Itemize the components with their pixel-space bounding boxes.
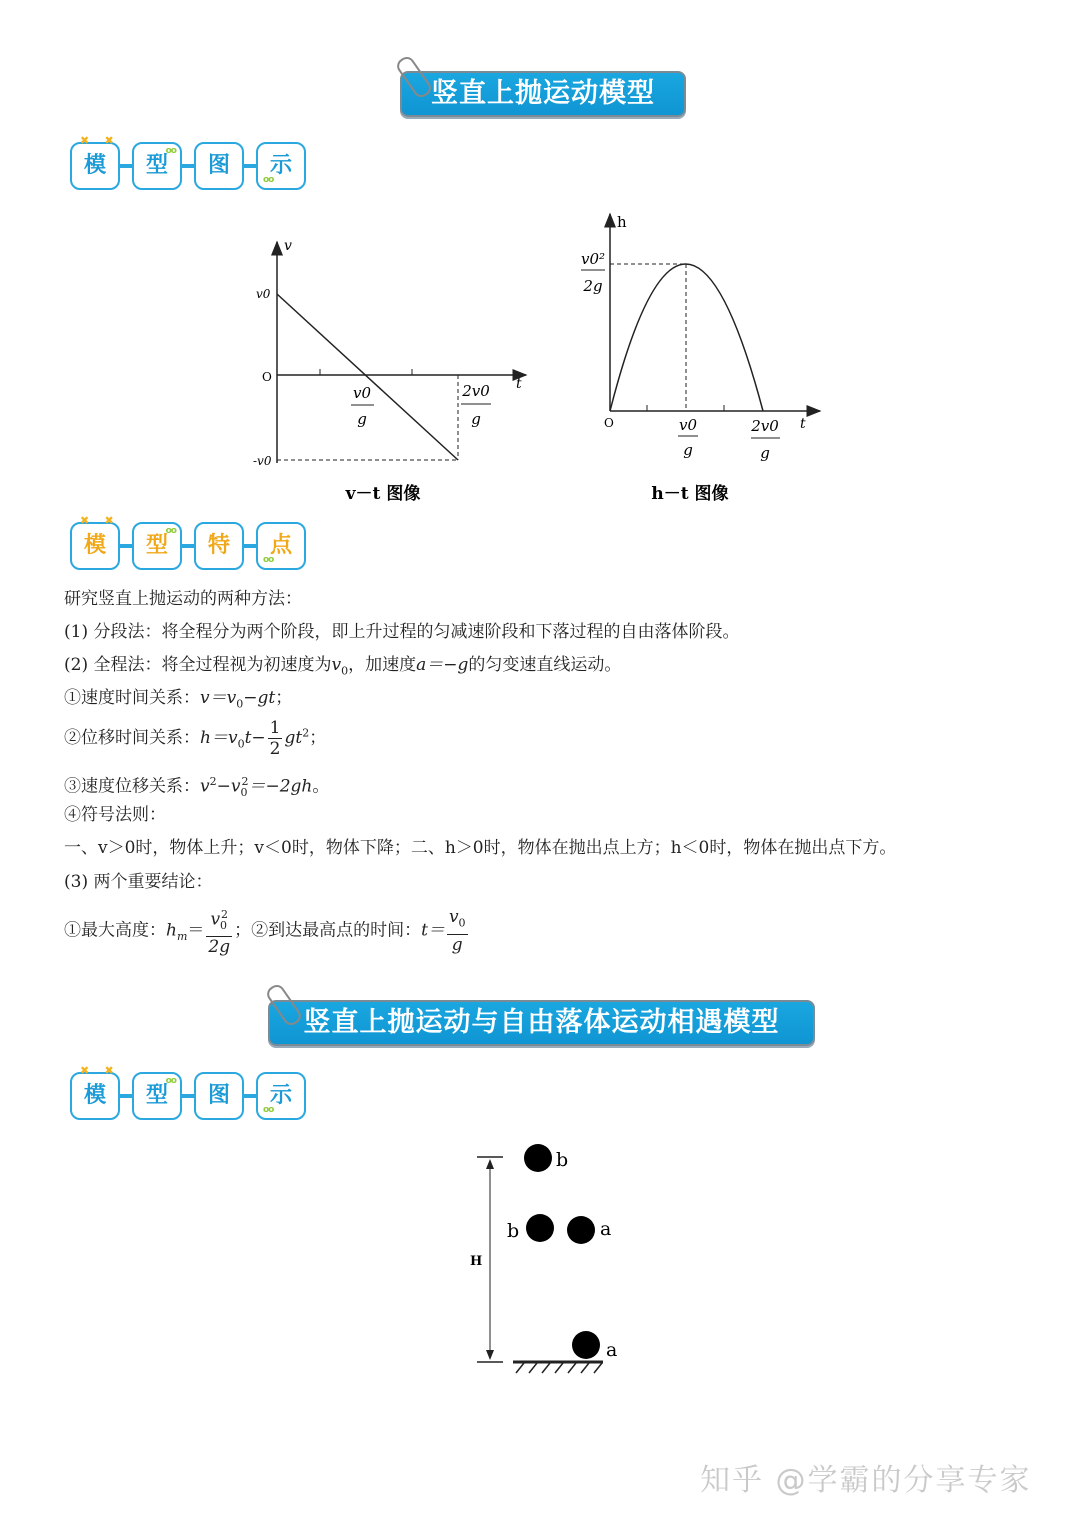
badge-char: 型 — [145, 153, 168, 178]
section-title-banner — [268, 1000, 815, 1046]
denominator: 2g — [208, 937, 231, 958]
tick1-num: v0 — [678, 416, 698, 434]
text-line: 研究竖直上抛运动的两种方法： — [64, 589, 302, 609]
text-line: ②位移时间关系：$h=v_0t-$ $\frac{1}{2}$ $gt^2$； — [64, 718, 327, 759]
math: a＝−g — [416, 655, 469, 675]
badge-connector — [182, 544, 194, 548]
dots-icon: oo — [165, 146, 176, 156]
text: ③速度位移关系： — [64, 776, 200, 797]
math: ＝ — [187, 920, 205, 941]
math: ＝−2gh — [248, 776, 313, 797]
badge-connector — [120, 1094, 132, 1098]
section-title: 竖直上抛运动与自由落体运动相遇模型 — [303, 1007, 780, 1038]
badge-char: 示 — [269, 153, 292, 178]
star-icon: ✖ ✖ — [80, 1064, 114, 1077]
math: v＝v — [200, 688, 237, 708]
text: ； — [275, 688, 293, 708]
badge — [194, 522, 244, 570]
badge-char: 模 — [83, 153, 106, 178]
badge-char: 示 — [269, 1083, 292, 1108]
dots-icon: oo — [263, 555, 274, 565]
h-t-graph — [581, 213, 820, 504]
tick2-den: g — [471, 410, 481, 428]
text-line: ③速度位移关系：$v^2-v_0^2=-2gh$。 — [64, 775, 330, 800]
text-line: 一、v＞0时，物体上升；v＜0时，物体下降；二、h＞0时，物体在抛出点上方；h＜0时，物体在抛出点下方。 — [64, 838, 897, 858]
text: 的匀变速直线运动。 — [468, 655, 622, 675]
fraction — [206, 905, 232, 957]
tick1-den: g — [683, 441, 693, 459]
badge-char: 图 — [207, 1083, 230, 1108]
text-line: ①速度时间关系：$v=v_0-gt$； — [64, 688, 293, 711]
denominator: g — [451, 934, 463, 955]
t-axis-label: t — [516, 376, 522, 392]
v-t-caption: v－t 图像 — [345, 484, 421, 504]
text: ； — [309, 728, 327, 748]
origin-label: O — [604, 416, 614, 430]
badge-group-model-diagram-2 — [70, 1064, 306, 1120]
tick1-num: v0 — [352, 384, 372, 402]
ground-hatching — [516, 1363, 602, 1373]
star-icon: ✖ ✖ — [80, 514, 114, 527]
section-title: 竖直上抛运动模型 — [431, 78, 655, 109]
badge — [70, 514, 120, 570]
fraction — [447, 907, 468, 954]
ball-b-label: b — [507, 1220, 520, 1242]
denominator: 2 — [269, 739, 281, 759]
ball-a-meet — [567, 1216, 595, 1244]
text-line: (2) 全程法：将全过程视为初速度为$v_0$，加速度a＝−g的匀变速直线运动。 — [64, 655, 622, 678]
text: ，加速度 — [348, 655, 417, 675]
badge-connector — [182, 1094, 194, 1098]
fraction — [268, 718, 283, 759]
badge — [132, 1072, 182, 1120]
text: (2) 全程法：将全过程视为初速度为 — [64, 655, 332, 675]
badge-connector — [244, 1094, 256, 1098]
math: t− — [244, 728, 266, 748]
text-line: (3) 两个重要结论： — [64, 872, 213, 892]
math: −v — [216, 776, 241, 797]
badge — [70, 1064, 120, 1120]
math: gt — [284, 728, 303, 748]
math: v — [448, 907, 459, 928]
badge-group-model-features — [70, 514, 306, 570]
dots-icon: oo — [165, 1076, 176, 1086]
badge-char: 特 — [207, 533, 230, 558]
badge — [256, 522, 306, 570]
badge-char: 型 — [145, 533, 168, 558]
badge-char: 模 — [83, 533, 106, 558]
h-t-caption: h－t 图像 — [651, 484, 729, 504]
badge — [256, 1072, 306, 1120]
math: h — [166, 920, 177, 941]
math: t＝ — [421, 920, 445, 941]
badge-char: 图 — [207, 153, 230, 178]
math: v — [210, 909, 221, 930]
badge-connector — [244, 544, 256, 548]
peak-den: 2g — [583, 277, 603, 295]
ball-b-meet — [526, 1214, 554, 1242]
text: ；②到达最高点的时间： — [234, 920, 422, 941]
text: ②位移时间关系： — [64, 728, 200, 748]
dots-icon: oo — [263, 175, 274, 185]
badge — [132, 522, 182, 570]
math: v — [200, 776, 210, 797]
velocity-line — [277, 294, 458, 460]
ball-a-label: a — [600, 1218, 612, 1240]
ball-b-start — [524, 1144, 552, 1172]
badge-char: 型 — [145, 1083, 168, 1108]
numerator: 1 — [269, 718, 281, 738]
ball-a-start — [572, 1331, 600, 1359]
motion-graphs — [0, 0, 1080, 520]
text-line: ④符号法则： — [64, 805, 166, 825]
dots-icon: oo — [165, 526, 176, 536]
ball-b-label: b — [556, 1149, 569, 1171]
numerator: $v_0$ — [447, 907, 468, 934]
v-t-graph — [253, 238, 526, 504]
badge-connector — [120, 544, 132, 548]
math: −gt — [243, 688, 276, 708]
watermark: 知乎 @学霸的分享专家 — [700, 1463, 1032, 1498]
badge — [194, 1072, 244, 1120]
origin-label: O — [262, 370, 272, 384]
height-label: H — [470, 1254, 483, 1269]
tick1-den: g — [357, 410, 367, 428]
peak-num: v0² — [580, 250, 606, 268]
ball-a-label: a — [606, 1339, 618, 1361]
v0-label: v0 — [256, 287, 271, 301]
numerator: $v_0^2$ — [206, 905, 232, 937]
dots-icon: oo — [263, 1105, 274, 1115]
text: ①速度时间关系： — [64, 688, 200, 708]
text: ①最大高度： — [64, 920, 166, 941]
badge-char: 模 — [83, 1083, 106, 1108]
tick2-num: 2v0 — [462, 382, 490, 400]
math: h＝v — [200, 728, 238, 748]
math: v — [331, 655, 342, 675]
meeting-diagram — [440, 1140, 640, 1380]
v-axis-label: v — [284, 238, 292, 254]
h-axis-label: h — [617, 213, 627, 231]
text: 。 — [312, 776, 330, 797]
tick2-den: g — [760, 444, 770, 462]
tick2-num: 2v0 — [751, 417, 779, 435]
badge-char: 点 — [269, 533, 292, 558]
neg-v0-label: -v0 — [253, 454, 272, 468]
text-line: (1) 分段法：将全程分为两个阶段，即上升过程的匀减速阶段和下落过程的自由落体阶段。 — [64, 622, 740, 642]
star-icon: ✖ ✖ — [80, 134, 114, 147]
text-line: ①最大高度：$h_m=$ $\frac{v_0^2}{2g}$ ；②到达最高点的时间：t＝ $\frac{v_0}{g}$ — [64, 905, 470, 957]
t-axis-label: t — [800, 416, 806, 432]
